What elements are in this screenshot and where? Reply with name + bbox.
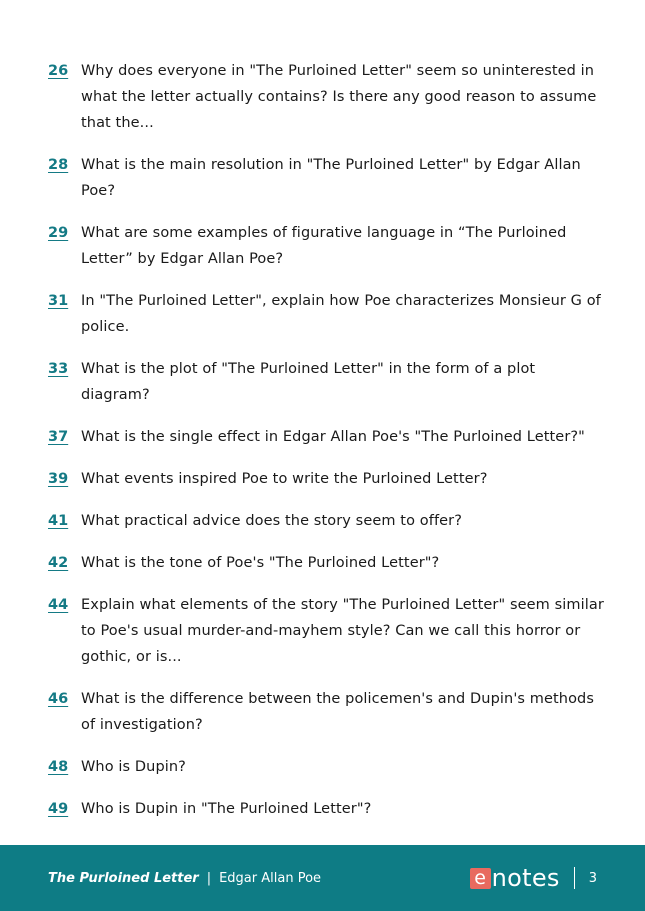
question-list: [48, 58, 608, 838]
list-item: [48, 508, 608, 534]
question-text: What events inspired Poe to write the Purloined Letter?: [81, 471, 488, 487]
list-item: [48, 356, 608, 408]
list-item: [48, 796, 608, 822]
footer-divider: [574, 867, 575, 889]
page-link[interactable]: 29: [48, 225, 69, 241]
page-link[interactable]: 33: [48, 361, 69, 377]
enotes-logo[interactable]: [470, 864, 560, 892]
question-text: What practical advice does the story seem to offer?: [81, 513, 463, 529]
question-text: What is the single effect in Edgar Allan Poe's "The Purloined Letter?": [81, 429, 585, 445]
list-item: [48, 686, 608, 738]
question-text: Explain what elements of the story "The Purloined Letter" seem similar to Poe's usual murder-and-mayhem style? Can we call this horror or gothic, or is...: [81, 597, 604, 665]
question-text: Who is Dupin in "The Purloined Letter"?: [81, 801, 372, 817]
question-text: What is the tone of Poe's "The Purloined Letter"?: [81, 555, 440, 571]
page-link[interactable]: 48: [48, 759, 69, 775]
list-item: [48, 152, 608, 204]
page-link[interactable]: 49: [48, 801, 69, 817]
logo-e-icon: e: [470, 868, 491, 889]
list-item: [48, 754, 608, 780]
page-link[interactable]: 37: [48, 429, 69, 445]
list-item: [48, 424, 608, 450]
question-text: Why does everyone in "The Purloined Letter" seem so uninterested in what the letter actually contains? Is there any good reason to assume that the...: [81, 63, 597, 131]
page-link[interactable]: 39: [48, 471, 69, 487]
list-item: [48, 58, 608, 136]
question-text: What is the plot of "The Purloined Letter" in the form of a plot diagram?: [81, 361, 536, 403]
page-link[interactable]: 26: [48, 63, 69, 79]
page-link[interactable]: 42: [48, 555, 69, 571]
list-item: [48, 550, 608, 576]
list-item: [48, 466, 608, 492]
footer-separator: |: [206, 870, 212, 886]
logo-wordmark: notes: [491, 864, 560, 892]
question-text: What are some examples of figurative language in “The Purloined Letter” by Edgar Allan Poe?: [81, 225, 567, 267]
list-item: [48, 592, 608, 670]
question-text: Who is Dupin?: [81, 759, 186, 775]
page-link[interactable]: 31: [48, 293, 69, 309]
page-link[interactable]: 41: [48, 513, 69, 529]
footer-book-title: The Purloined Letter: [48, 870, 199, 886]
page-link[interactable]: 46: [48, 691, 69, 707]
footer-author: Edgar Allan Poe: [219, 870, 322, 886]
page-footer: [0, 845, 645, 911]
footer-right: [470, 864, 597, 892]
list-item: [48, 288, 608, 340]
question-text: What is the main resolution in "The Purloined Letter" by Edgar Allan Poe?: [81, 157, 581, 199]
question-text: What is the difference between the policemen's and Dupin's methods of investigation?: [81, 691, 595, 733]
page-link[interactable]: 44: [48, 597, 69, 613]
page-number: 3: [588, 870, 597, 886]
page-link[interactable]: 28: [48, 157, 69, 173]
list-item: [48, 220, 608, 272]
question-text: In "The Purloined Letter", explain how Poe characterizes Monsieur G of police.: [81, 293, 601, 335]
